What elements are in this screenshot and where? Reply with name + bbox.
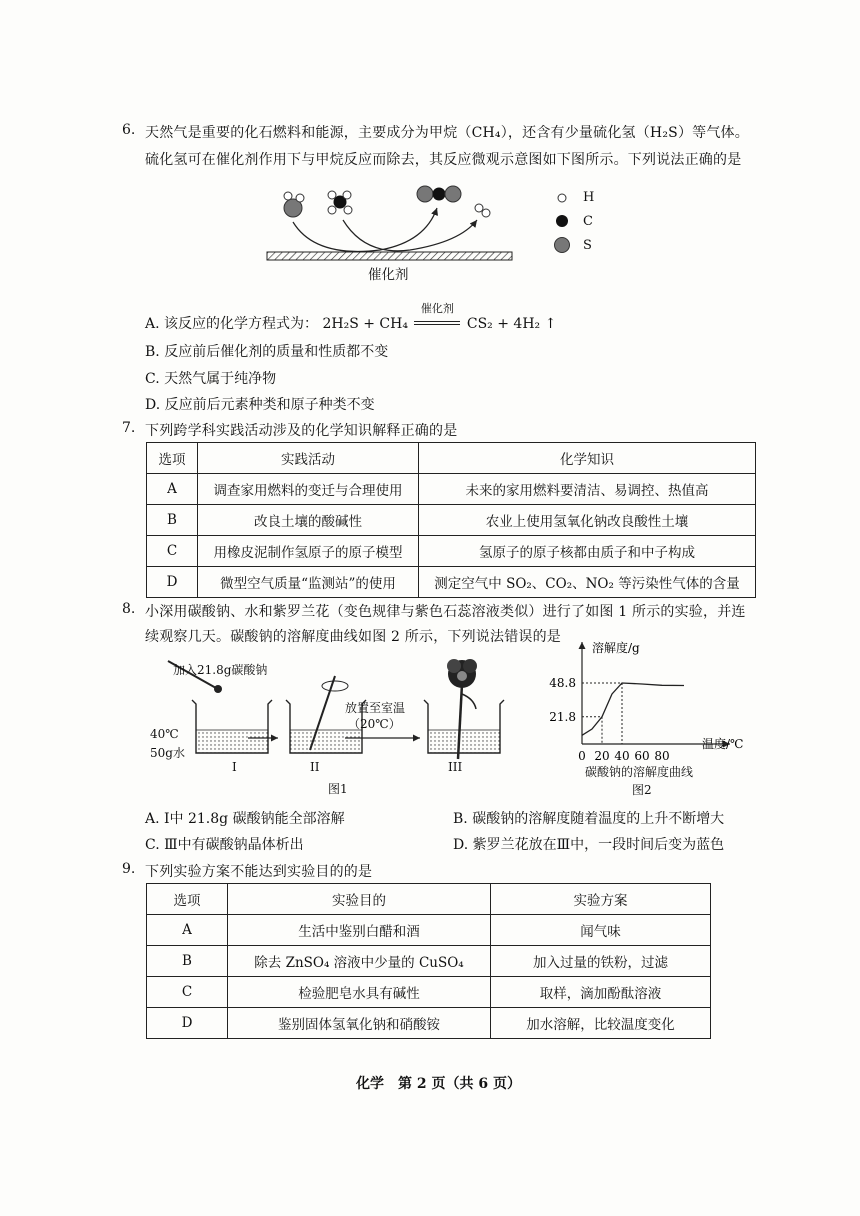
y-tick-label: 21.8: [549, 709, 576, 724]
reaction-diagram: [255, 180, 615, 285]
question-6-option-c: C. 天然气属于纯净物: [145, 371, 277, 387]
question-9-stem: 下列实验方案不能达到实验目的的是: [145, 864, 373, 880]
fig1-water-label: 50g水: [150, 746, 185, 760]
h2s-molecule: [284, 192, 304, 217]
question-7-number: 7.: [122, 420, 136, 436]
question-8-option-b: B. 碳酸钠的溶解度随着温度的上升不断增大: [453, 811, 725, 827]
table-cell: 氢原子的原子核都由质子和中子构成: [419, 536, 756, 567]
fig1-arrow-label: 放置至室温: [345, 701, 406, 715]
page-footer: 化学 第 2 页（共 6 页）: [356, 1076, 521, 1092]
table-cell: 微型空气质量“监测站”的使用: [198, 567, 419, 598]
question-8-stem-line1: 小深用碳酸钠、水和紫罗兰花（变色规律与紫色石蕊溶液类似）进行了如图 1 所示的实验，并连: [145, 604, 746, 620]
question-8-number: 8.: [122, 601, 136, 617]
table-cell: D: [147, 1008, 228, 1039]
x-tick-label: 0: [578, 749, 586, 763]
x-tick-label: 20: [594, 749, 610, 763]
chart-title: 碳酸钠的溶解度曲线: [585, 765, 694, 779]
question-9-table: [146, 883, 711, 1039]
beaker-label-2: II: [310, 760, 320, 774]
table-header-row: [147, 443, 756, 474]
table-cell: 生活中鉴别白醋和酒: [228, 915, 491, 946]
question-6-option-d: D. 反应前后元素种类和原子种类不变: [145, 397, 375, 413]
table-header-cell: 选项: [147, 443, 198, 474]
table-row: [147, 474, 756, 505]
table-cell: 加水溶解，比较温度变化: [491, 1008, 711, 1039]
table-row: [147, 567, 756, 598]
table-cell: B: [147, 505, 198, 536]
figure-1-caption: 图1: [328, 782, 348, 796]
table-cell: C: [147, 977, 228, 1008]
question-8-option-d: D. 紫罗兰花放在Ⅲ中，一段时间后变为蓝色: [453, 837, 725, 853]
table-cell: 未来的家用燃料要清洁、易调控、热值高: [419, 474, 756, 505]
cs2-molecule: [417, 186, 461, 202]
table-cell: A: [147, 915, 228, 946]
table-cell: B: [147, 946, 228, 977]
y-tick-label: 48.8: [549, 676, 576, 690]
flower-stem: [458, 684, 462, 759]
table-cell: A: [147, 474, 198, 505]
table-cell: 除去 ZnSO₄ 溶液中少量的 CuSO₄: [228, 946, 491, 977]
legend-label-s: S: [583, 238, 592, 253]
table-cell: 改良土壤的酸碱性: [198, 505, 419, 536]
table-header-cell: 选项: [147, 884, 228, 915]
table-row: [147, 1008, 711, 1039]
question-7-table: [146, 442, 756, 598]
table-header-cell: 实验目的: [228, 884, 491, 915]
beaker-1: [192, 700, 272, 753]
table-row: [147, 915, 711, 946]
question-6-stem-line2: 硫化氢可在催化剂作用下与甲烷反应而除去，其反应微观示意图如下图所示。下列说法正确的是: [145, 152, 742, 168]
question-6-number: 6.: [122, 122, 136, 138]
chart-xlabel: 温度/℃: [702, 737, 744, 751]
chart-ylabel: 溶解度/g: [592, 641, 640, 655]
fig1-temp-label: 40℃: [150, 727, 179, 741]
table-cell: 调查家用燃料的变迁与合理使用: [198, 474, 419, 505]
question-8-option-c: C. Ⅲ中有碳酸钠晶体析出: [145, 837, 304, 853]
table-cell: D: [147, 567, 198, 598]
table-cell: C: [147, 536, 198, 567]
table-header-cell: 实践活动: [198, 443, 419, 474]
solubility-curve: [582, 683, 684, 735]
table-cell: 检验肥皂水具有碱性: [228, 977, 491, 1008]
legend-label-c: C: [583, 214, 593, 229]
reaction-arrow-right: [343, 220, 477, 251]
x-tick-label: 80: [654, 749, 670, 763]
table-row: [147, 505, 756, 536]
table-cell: 加入过量的铁粉，过滤: [491, 946, 711, 977]
table-cell: 取样，滴加酚酞溶液: [491, 977, 711, 1008]
question-6-option-b: B. 反应前后催化剂的质量和性质都不变: [145, 344, 389, 360]
question-9-number: 9.: [122, 861, 136, 877]
table-header-cell: 化学知识: [419, 443, 756, 474]
ch4-molecule: [328, 191, 352, 214]
fig1-arrow-label-temp: （20℃）: [348, 717, 401, 731]
table-header-cell: 实验方案: [491, 884, 711, 915]
table-cell: 农业上使用氢氧化钠改良酸性土壤: [419, 505, 756, 536]
question-8-stem-line2: 续观察几天。碳酸钠的溶解度曲线如图 2 所示，下列说法错误的是: [145, 629, 562, 645]
figure-2-caption: 图2: [632, 783, 652, 797]
violet-flower: [432, 654, 492, 764]
x-tick-label: 40: [614, 749, 630, 763]
table-cell: 用橡皮泥制作氢原子的原子模型: [198, 536, 419, 567]
question-6-stem-line1: 天然气是重要的化石燃料和能源，主要成分为甲烷（CH₄），还含有少量硫化氢（H₂S）等气体。: [145, 125, 749, 141]
table-row: [147, 946, 711, 977]
table-row: [147, 536, 756, 567]
reaction-arrow-left: [293, 208, 437, 251]
table-header-row: [147, 884, 711, 915]
catalyst-label: 催化剂: [368, 267, 409, 283]
question-6-option-a: A. 该反应的化学方程式为： 2H₂S + CH₄ 催化剂 CS₂ + 4H₂ ↑: [145, 302, 557, 332]
legend-label-h: H: [583, 190, 595, 205]
beaker-label-1: I: [232, 760, 237, 774]
table-cell: 鉴别固体氢氧化钠和硝酸铵: [228, 1008, 491, 1039]
fig1-add-label: 加入21.8g碳酸钠: [173, 663, 268, 677]
question-8-option-a: A. Ⅰ中 21.8g 碳酸钠能全部溶解: [145, 811, 345, 827]
question-7-stem: 下列跨学科实践活动涉及的化学知识解释正确的是: [145, 423, 458, 439]
table-cell: 闻气味: [491, 915, 711, 946]
beaker-label-3: III: [448, 760, 463, 774]
x-tick-label: 60: [634, 749, 650, 763]
atom-legend: [555, 194, 570, 253]
stir-indicator: [322, 681, 348, 691]
h2-molecule: [475, 204, 490, 217]
table-cell: 测定空气中 SO₂、CO₂、NO₂ 等污染性气体的含量: [419, 567, 756, 598]
table-row: [147, 977, 711, 1008]
catalyst-surface: [267, 252, 512, 260]
